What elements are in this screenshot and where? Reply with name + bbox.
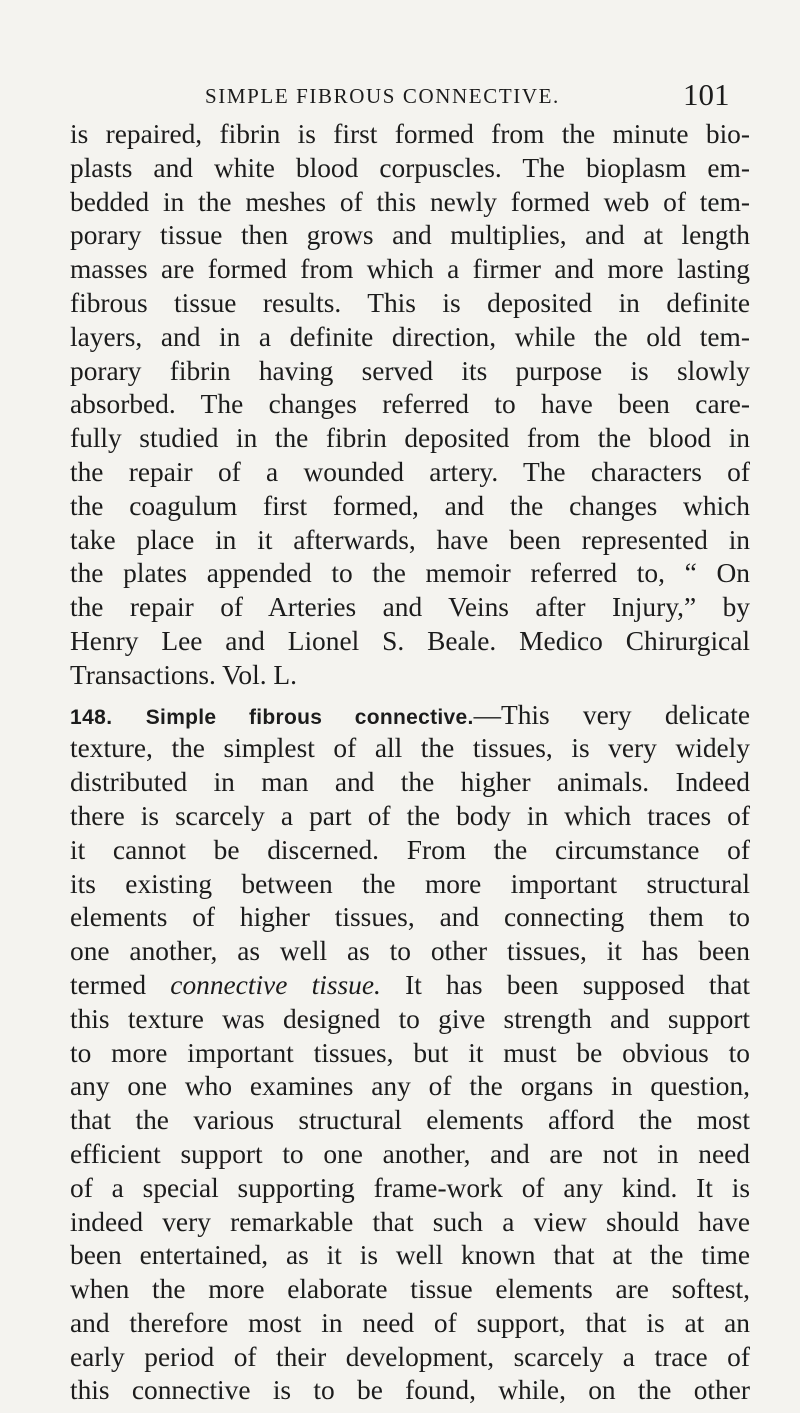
text-line: and therefore most in need of support, that is at an — [70, 1307, 750, 1338]
text-line: is repaired, fibrin is first formed from the minute bio- — [70, 119, 750, 149]
termed-prefix: termed — [70, 969, 171, 1000]
section-number: 148. — [70, 705, 113, 729]
body-text — [70, 118, 750, 1408]
text-line: the repair of a wounded artery. The characters of — [70, 456, 750, 487]
text-line: take place in it afterwards, have been represented in — [70, 524, 750, 555]
text-line: indeed very remarkable that such a view should have — [70, 1206, 750, 1237]
text-line: any one who examines any of the organs in question, — [70, 1071, 750, 1102]
text-line-connective-tissue — [70, 969, 750, 1003]
text-line: this connective is to be found, while, on the other — [70, 1375, 750, 1406]
section-title: Simple fibrous connective. — [145, 705, 474, 729]
text-line: been entertained, as it is well known that at the time — [70, 1240, 750, 1271]
termed-suffix: It has been supposed that — [380, 969, 750, 1000]
text-line: when the more elaborate tissue elements are softest, — [70, 1274, 750, 1305]
text-line: there is scarcely a part of the body in which traces of — [70, 800, 750, 831]
text-line: its existing between the more important structural — [70, 868, 750, 899]
text-line: one another, as well as to other tissues, it has been — [70, 936, 750, 967]
text-line: plasts and white blood corpuscles. The bioplasm em- — [70, 152, 750, 183]
paragraph-fibrin-repair — [70, 118, 750, 693]
text-line: the plates appended to the memoir referred to, “ On — [70, 558, 750, 589]
text-line: porary tissue then grows and multiplies, and at length — [70, 220, 750, 251]
text-line: layers, and in a definite direction, while the old tem- — [70, 321, 750, 352]
text-line: of a special supporting frame-work of any kind. It is — [70, 1172, 750, 1203]
text-line: the repair of Arteries and Veins after Injury,” by — [70, 592, 750, 623]
text-line: the coagulum first formed, and the changes which — [70, 490, 750, 521]
page-number: 101 — [683, 77, 730, 112]
text-line: Transactions. Vol. L. — [70, 659, 298, 690]
running-head — [0, 66, 800, 112]
connective-tissue-term: connective tissue. — [170, 969, 381, 1000]
section-first-line-text: —This very delicate — [473, 699, 751, 730]
text-line: fibrous tissue results. This is deposited in definite — [70, 287, 750, 318]
text-line: early period of their development, scarcely a trace of — [70, 1341, 750, 1372]
running-title: SIMPLE FIBROUS CONNECTIVE. — [205, 84, 560, 108]
text-line: fully studied in the fibrin deposited from the blood in — [70, 423, 750, 454]
text-line: texture, the simplest of all the tissues, is very widely — [70, 733, 750, 764]
text-line: to more important tissues, but it must be obvious to — [70, 1037, 750, 1068]
section-148 — [70, 699, 750, 1409]
text-line: absorbed. The changes referred to have been care- — [70, 389, 750, 420]
section-heading-line — [70, 699, 750, 733]
text-line: this texture was designed to give strength and support — [70, 1003, 750, 1034]
text-line: masses are formed from which a firmer and more lasting — [70, 254, 750, 285]
text-line: it cannot be discerned. From the circumstance of — [70, 834, 750, 865]
text-line: that the various structural elements afford the most — [70, 1105, 750, 1136]
text-line: Henry Lee and Lionel S. Beale. Medico Chirurgical — [70, 625, 750, 656]
text-line: elements of higher tissues, and connecting them to — [70, 902, 750, 933]
text-line: efficient support to one another, and are not in need — [70, 1138, 750, 1169]
text-line: porary fibrin having served its purpose is slowly — [70, 355, 750, 386]
text-line: bedded in the meshes of this newly formed web of tem- — [70, 186, 750, 217]
text-line: distributed in man and the higher animals. Indeed — [70, 767, 750, 798]
